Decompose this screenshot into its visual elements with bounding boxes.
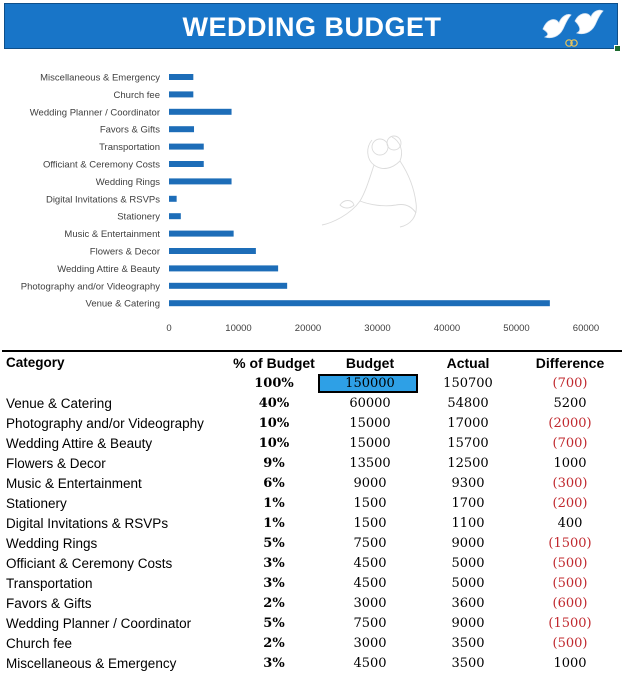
x-tick-label: 30000 [364,323,391,334]
header-actual: Actual [446,355,490,371]
table-row [2,614,622,634]
x-tick-labels [166,323,599,334]
x-tick-label: 10000 [225,323,252,334]
table-row [2,634,622,654]
bar-6 [169,196,177,202]
row-category: Favors & Gifts [6,596,92,611]
table-row [2,594,622,614]
header-category: Category [6,355,65,370]
bar-8 [169,161,204,167]
row-pct: 40% [258,396,290,411]
row-pct: 10% [258,436,290,451]
bar-9 [169,144,204,150]
row-actual: 5000 [451,556,485,571]
table-row [2,534,622,554]
header-budget: Budget [345,355,395,371]
row-difference: (2000) [548,416,592,431]
category-label: Officiant & Ceremony Costs [42,159,160,171]
row-category: Wedding Planner / Coordinator [6,616,192,631]
x-tick-label: 50000 [503,323,530,334]
selection-handle[interactable] [614,45,621,52]
row-pct: 2% [263,636,285,651]
x-tick-label: 20000 [294,323,322,334]
row-actual: 5000 [451,576,485,591]
row-actual: 3500 [451,636,485,651]
bar-5 [169,213,181,219]
row-actual: 54800 [447,396,489,411]
total-actual: 150700 [443,376,493,391]
row-pct: 1% [263,516,285,531]
row-budget: 4500 [353,556,387,571]
row-category: Wedding Attire & Beauty [6,436,153,451]
table-row [2,434,622,454]
header-pct: % of Budget [233,355,315,371]
row-budget: 9000 [353,476,387,491]
row-pct: 10% [258,416,290,431]
totals-row [2,374,622,394]
category-label: Venue & Catering [85,298,160,310]
row-budget: 60000 [349,396,391,411]
table-row [2,654,622,674]
row-category: Music & Entertainment [6,476,142,491]
category-label: Music & Entertainment [64,229,160,241]
bar-0 [169,300,550,306]
bar-12 [169,91,193,97]
bar-10 [169,126,194,132]
row-category: Transportation [6,576,93,591]
bar-3 [169,248,256,254]
table-row [2,394,622,414]
row-actual: 12500 [447,456,489,471]
row-difference: (300) [552,476,588,491]
bar-4 [169,231,234,237]
row-budget: 3000 [353,636,387,651]
row-actual: 9300 [451,476,485,491]
row-difference: (500) [552,636,588,651]
bar-11 [169,109,232,115]
x-tick-label: 40000 [433,323,461,334]
row-pct: 3% [263,656,285,671]
category-label: Favors & Gifts [99,124,160,136]
table-header-row [2,350,622,374]
row-category: Church fee [6,636,73,651]
row-category: Venue & Catering [6,396,112,411]
row-difference: 1000 [553,456,587,471]
expense-bar-chart [0,55,624,345]
row-budget: 4500 [353,576,387,591]
row-budget: 1500 [353,496,387,511]
table-row [2,494,622,514]
table-row [2,474,622,494]
category-label: Transportation [99,142,160,154]
row-actual: 15700 [447,436,489,451]
category-labels [21,73,161,310]
row-pct: 6% [263,476,285,491]
row-actual: 3600 [451,596,485,611]
category-label: Wedding Attire & Beauty [57,263,160,275]
row-category: Miscellaneous & Emergency [6,656,177,671]
row-difference: 5200 [553,396,587,411]
row-budget: 15000 [349,436,391,451]
row-category: Wedding Rings [6,536,98,551]
doves-icon [537,7,607,51]
row-category: Officiant & Ceremony Costs [6,556,173,571]
bars-layer [169,74,550,306]
header-difference: Difference [535,355,605,371]
bar-7 [169,178,232,184]
row-actual: 17000 [447,416,489,431]
table-row [2,554,622,574]
row-budget: 7500 [353,616,387,631]
category-label: Flowers & Decor [89,246,160,258]
row-budget: 15000 [349,416,391,431]
table-row [2,414,622,434]
table-body [2,394,622,674]
chart-svg [0,55,624,345]
bar-13 [169,74,193,80]
row-difference: (200) [552,496,588,511]
row-difference: 1000 [553,656,587,671]
row-pct: 9% [263,456,285,471]
table-row [2,574,622,594]
row-difference: (600) [552,596,588,611]
total-pct: 100% [254,376,294,391]
category-label: Miscellaneous & Emergency [40,72,160,84]
row-pct: 5% [263,536,285,551]
bar-1 [169,283,287,289]
table-row [2,454,622,474]
row-difference: 400 [557,516,583,531]
table-row [2,514,622,534]
row-pct: 3% [263,556,285,571]
total-difference: (700) [552,376,588,391]
category-label: Wedding Rings [95,176,160,188]
row-budget: 13500 [349,456,391,471]
row-category: Digital Invitations & RSVPs [6,516,169,531]
row-difference: (1500) [548,616,592,631]
row-budget: 1500 [353,516,387,531]
row-budget: 4500 [353,656,387,671]
row-actual: 3500 [451,656,485,671]
row-difference: (1500) [548,536,592,551]
row-difference: (500) [552,576,588,591]
row-budget: 7500 [353,536,387,551]
category-label: Digital Invitations & RSVPs [45,194,160,206]
category-label: Photography and/or Videography [20,281,160,293]
row-actual: 9000 [451,536,485,551]
x-tick-label: 60000 [572,323,600,334]
row-pct: 3% [263,576,285,591]
total-budget-input[interactable]: 150000 [345,376,395,391]
category-label: Church fee [113,89,160,101]
row-actual: 1700 [451,496,485,511]
title-banner [4,3,618,49]
couple-watermark [322,136,416,227]
row-pct: 5% [263,616,285,631]
category-label: Stationery [117,211,160,223]
row-pct: 1% [263,496,285,511]
bar-2 [169,265,278,271]
x-tick-label: 0 [166,323,172,334]
budget-table [2,350,622,674]
row-actual: 9000 [451,616,485,631]
row-pct: 2% [263,596,285,611]
row-difference: (500) [552,556,588,571]
row-category: Photography and/or Videography [6,416,204,431]
page-title: WEDDING BUDGET [182,12,442,42]
row-actual: 1100 [451,516,485,531]
row-budget: 3000 [353,596,387,611]
row-difference: (700) [552,436,588,451]
row-category: Flowers & Decor [6,456,106,471]
row-category: Stationery [6,496,67,511]
category-label: Wedding Planner / Coordinator [29,107,160,119]
